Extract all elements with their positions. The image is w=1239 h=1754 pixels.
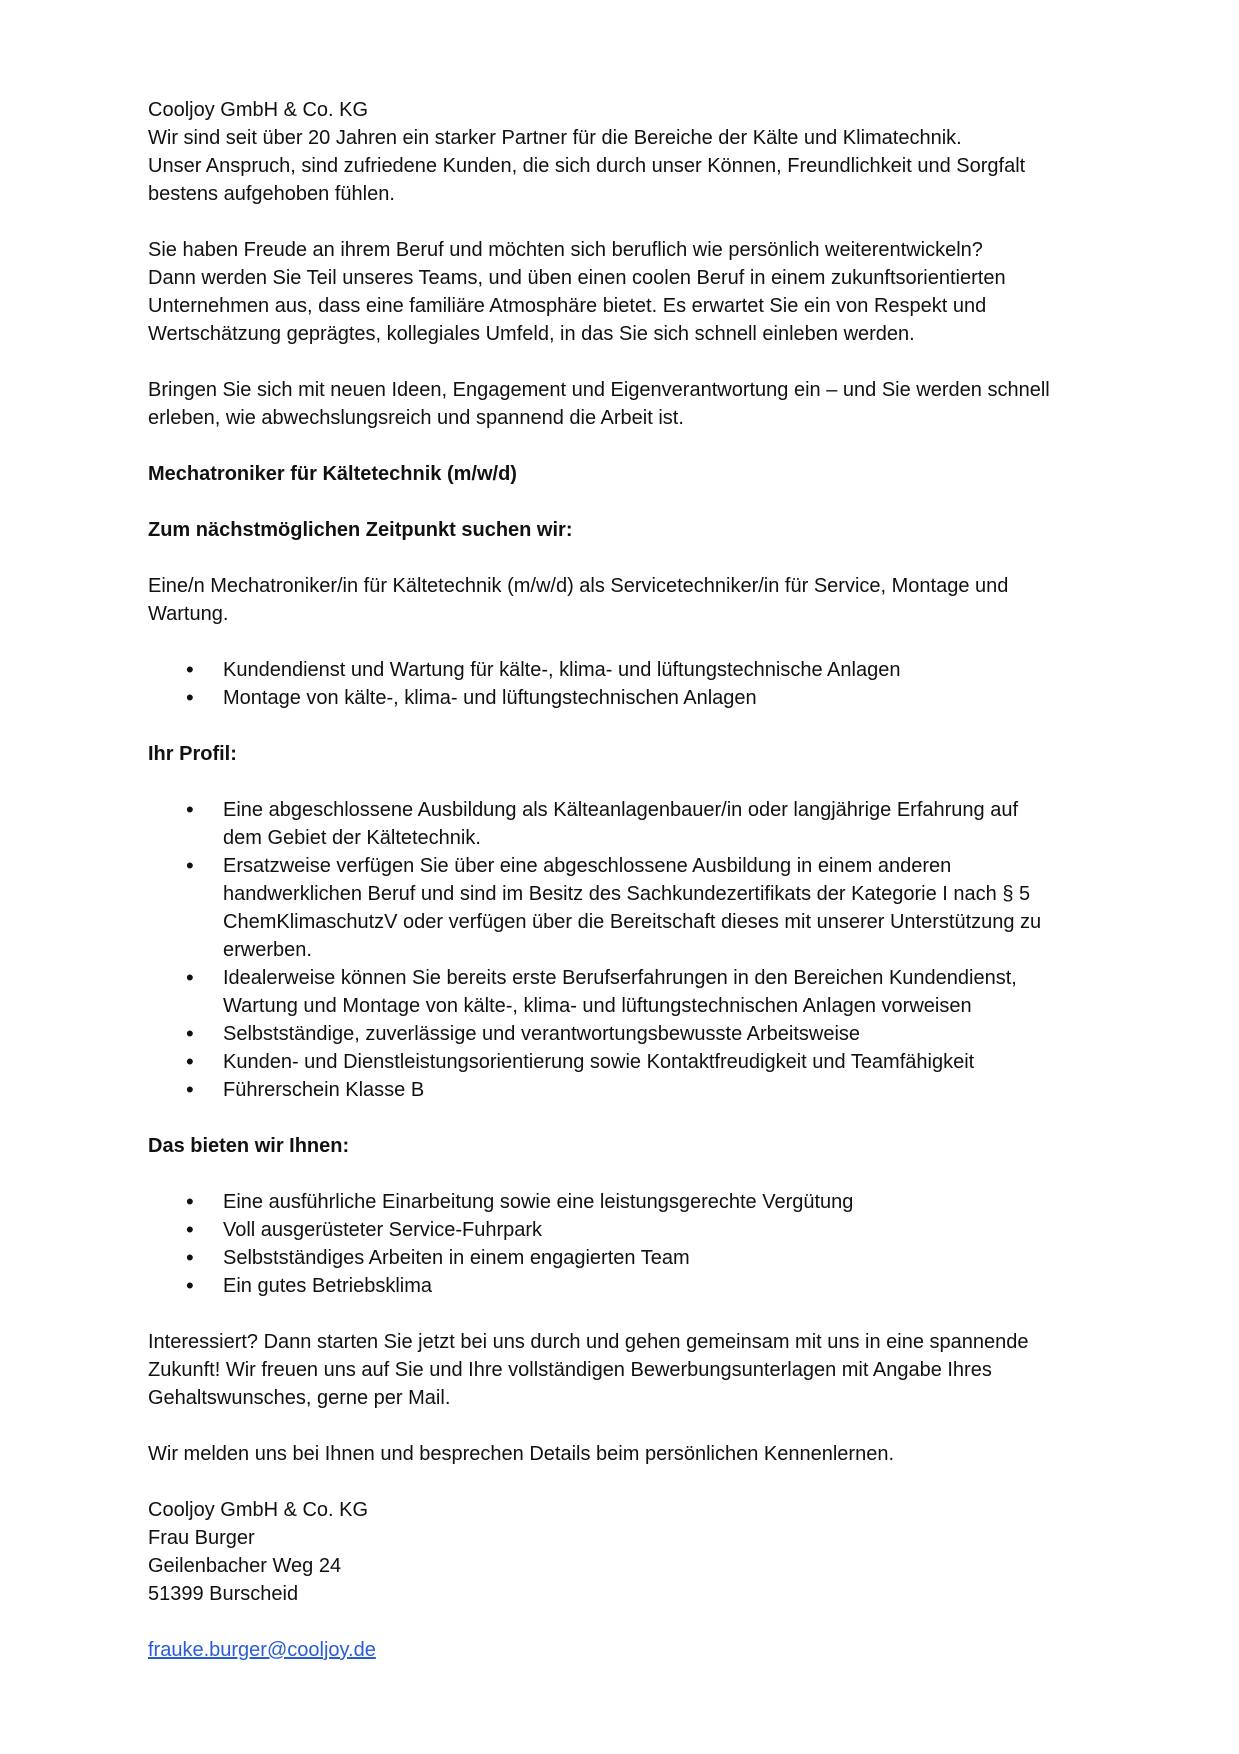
- contact-city: 51399 Burscheid: [148, 1583, 299, 1605]
- list-item: [148, 1076, 1108, 1104]
- intro-line: Unser Anspruch, sind zufriedene Kunden, die sich durch unser Können, Freundlichkeit und Sorgfalt: [148, 155, 1026, 177]
- email-line: [148, 1636, 1108, 1664]
- paragraph-line: Unternehmen aus, dass eine familiäre Atmosphäre bietet. Es erwartet Sie ein von Respekt und: [148, 295, 987, 317]
- list-item-text: • Kunden- und Dienstleistungsorientierung sowie Kontaktfreudigkeit und Teamfähigkeit: [223, 1051, 975, 1073]
- contact-block: [148, 1496, 1108, 1608]
- list-item: [148, 684, 1108, 712]
- search-heading: Zum nächstmöglichen Zeitpunkt suchen wir:: [148, 519, 573, 541]
- paragraph-line: Zukunft! Wir freuen uns auf Sie und Ihre vollständigen Bewerbungsunterlagen mit Angabe Ihres: [148, 1359, 992, 1381]
- contact-company: Cooljoy GmbH & Co. KG: [148, 1499, 369, 1521]
- list-item-text: ChemKlimaschutzV oder verfügen über die Bereitschaft dieses mit unserer Unterstützung zu: [223, 911, 1042, 933]
- list-item-text: Wartung und Montage von kälte-, klima- und lüftungstechnischen Anlagen vorweisen: [223, 995, 972, 1017]
- intro-line: bestens aufgehoben fühlen.: [148, 183, 395, 205]
- list-item-text: • Voll ausgerüsteter Service-Fuhrpark: [223, 1219, 543, 1241]
- list-item-text: • Eine ausführliche Einarbeitung sowie eine leistungsgerechte Vergütung: [223, 1191, 854, 1213]
- engagement-paragraph: [148, 376, 1108, 432]
- intro-line: Wir sind seit über 20 Jahren ein starker Partner für die Bereiche der Kälte und Klimatechnik.: [148, 127, 962, 149]
- list-item: [148, 964, 1108, 1020]
- list-item: [148, 1244, 1108, 1272]
- list-item: [148, 1188, 1108, 1216]
- contact-person: Frau Burger: [148, 1527, 255, 1549]
- offers-list: [148, 1188, 1108, 1300]
- contact-street: Geilenbacher Weg 24: [148, 1555, 342, 1577]
- paragraph-line: Sie haben Freude an ihrem Beruf und möchten sich beruflich wie persönlich weiterentwickeln?: [148, 239, 983, 261]
- list-item-text: • Montage von kälte-, klima- und lüftungstechnischen Anlagen: [223, 687, 757, 709]
- email-link[interactable]: frauke.burger@cooljoy.de: [148, 1639, 376, 1661]
- paragraph-line: Bringen Sie sich mit neuen Ideen, Engagement und Eigenverantwortung ein – und Sie werden schnell: [148, 379, 1050, 401]
- list-item-text: • Idealerweise können Sie bereits erste Berufserfahrungen in den Bereichen Kundendienst,: [223, 967, 1017, 989]
- list-item: [148, 656, 1108, 684]
- paragraph-line: Interessiert? Dann starten Sie jetzt bei uns durch und gehen gemeinsam mit uns in eine spannende: [148, 1331, 1029, 1353]
- company-name: Cooljoy GmbH & Co. KG: [148, 99, 369, 121]
- paragraph-line: Wertschätzung geprägtes, kollegiales Umfeld, in das Sie sich schnell einleben werden.: [148, 323, 915, 345]
- closing-remark: Wir melden uns bei Ihnen und besprechen Details beim persönlichen Kennenlernen.: [148, 1443, 895, 1465]
- profile-list: [148, 796, 1108, 1104]
- paragraph-line: erleben, wie abwechslungsreich und spannend die Arbeit ist.: [148, 407, 684, 429]
- list-item-text: • Eine abgeschlossene Ausbildung als Kälteanlagenbauer/in oder langjährige Erfahrung auf: [223, 799, 1019, 821]
- list-item: [148, 1216, 1108, 1244]
- intro-paragraph: [148, 96, 1108, 208]
- list-item-text: • Kundendienst und Wartung für kälte-, klima- und lüftungstechnische Anlagen: [223, 659, 901, 681]
- list-item-text: • Ein gutes Betriebsklima: [223, 1275, 432, 1297]
- list-item-text: dem Gebiet der Kältetechnik.: [223, 827, 481, 849]
- list-item-text: • Ersatzweise verfügen Sie über eine abgeschlossene Ausbildung in einem anderen: [223, 855, 952, 877]
- paragraph-line: Wartung.: [148, 603, 229, 625]
- tasks-list: [148, 656, 1108, 712]
- list-item: [148, 1020, 1108, 1048]
- search-paragraph: [148, 572, 1108, 628]
- list-item: [148, 852, 1108, 964]
- list-item-text: • Führerschein Klasse B: [223, 1079, 425, 1101]
- list-item-text: erwerben.: [223, 939, 312, 961]
- closing-paragraph: [148, 1328, 1108, 1412]
- paragraph-line: Dann werden Sie Teil unseres Teams, und üben einen coolen Beruf in einem zukunftsorientierten: [148, 267, 1006, 289]
- list-item-text: handwerklichen Beruf und sind im Besitz des Sachkundezertifikats der Kategorie I nach § 5: [223, 883, 1031, 905]
- profile-heading: Ihr Profil:: [148, 743, 237, 765]
- list-item-text: • Selbstständiges Arbeiten in einem engagierten Team: [223, 1247, 690, 1269]
- paragraph-line: Eine/n Mechatroniker/in für Kältetechnik (m/w/d) als Servicetechniker/in für Service, Montage und: [148, 575, 1009, 597]
- paragraph-line: Gehaltswunsches, gerne per Mail.: [148, 1387, 451, 1409]
- list-item: [148, 1048, 1108, 1076]
- job-posting-document: [148, 96, 1108, 1664]
- list-item: [148, 796, 1108, 852]
- offer-heading: Das bieten wir Ihnen:: [148, 1135, 350, 1157]
- list-item: [148, 1272, 1108, 1300]
- list-item-text: • Selbstständige, zuverlässige und verantwortungsbewusste Arbeitsweise: [223, 1023, 861, 1045]
- motivation-paragraph: [148, 236, 1108, 348]
- job-title-heading: Mechatroniker für Kältetechnik (m/w/d): [148, 463, 517, 485]
